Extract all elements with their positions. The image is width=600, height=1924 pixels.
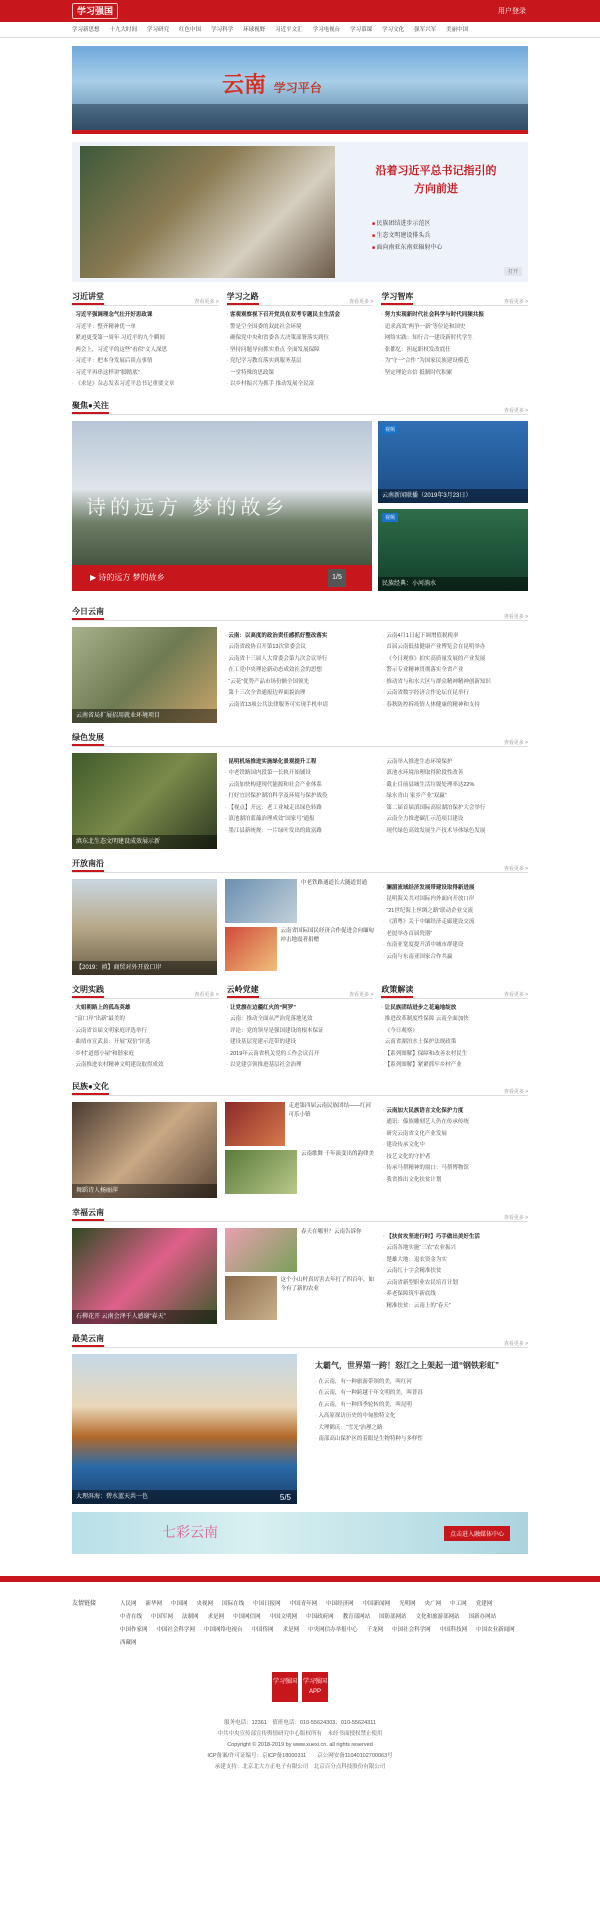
nav-item[interactable]: 美丽中国 <box>446 27 469 33</box>
news-list <box>72 310 219 391</box>
news-list <box>381 310 528 379</box>
section-title: 学习之路 <box>227 291 259 305</box>
list-item[interactable]: · 一堂特殊的思政课 <box>227 368 374 380</box>
list-item[interactable]: · 【扶贫攻坚进行时】巧手做出美好生活 <box>383 1232 528 1244</box>
list-item[interactable]: · 习近平：把本身发展后谈点事情 <box>72 356 219 368</box>
focus-section <box>72 401 528 597</box>
list-item[interactable]: · 让民族团结进步之花遍地绽放 <box>381 1003 528 1015</box>
list-item[interactable]: · 曲靖市宣武县：开展“双倍”评选 <box>72 1037 219 1049</box>
list-item[interactable]: · 在云南，有一种跨越千年文明的美，叫普洱 <box>315 1388 528 1400</box>
banner-title: 七彩云南 <box>162 1524 218 1541</box>
happy-list <box>383 1232 528 1324</box>
more-link[interactable]: 查看更多 > <box>503 1340 528 1347</box>
list-item[interactable]: · 2019年云南省机关党的工作会议召开 <box>227 1049 374 1061</box>
footer-app-logo[interactable]: 学习强国APP <box>302 1672 328 1702</box>
section-title: 民族●文化 <box>72 1081 109 1095</box>
video-caption: 民族经典：小河淌水 <box>378 577 528 591</box>
culture-thumb-row[interactable]: 走进第四届云南民族团结——红河可乐小镇 <box>225 1102 375 1146</box>
more-link[interactable]: 查看更多 > <box>503 865 528 872</box>
friend-link[interactable]: 中国青年网 <box>289 1600 318 1607</box>
more-link[interactable]: 查看更多 > <box>349 991 374 998</box>
friend-link[interactable]: 中国作家网 <box>120 1626 148 1633</box>
culture-section <box>72 1082 528 1198</box>
beauty-headline[interactable]: 太霸气，世界第一跨！怒江之上架起一道“钢铁彩虹” <box>315 1360 499 1370</box>
list-item[interactable]: · 养老保障筑牢新底线 <box>383 1289 528 1301</box>
friend-link[interactable]: 中国文明网 <box>269 1613 298 1620</box>
open-section <box>72 859 528 975</box>
section-title: 幸福云南 <box>72 1207 104 1221</box>
links-title: 友情链接 <box>72 1600 97 1607</box>
friend-link[interactable]: 求是网 <box>282 1626 300 1633</box>
site-logo[interactable]: 学习强国 <box>72 3 118 19</box>
section-title: 绿色发展 <box>72 732 104 746</box>
section-title: 最美云南 <box>72 1333 104 1347</box>
friend-link[interactable]: 法制网 <box>182 1613 199 1620</box>
hero-list <box>372 218 442 254</box>
friend-link[interactable]: 中国军网 <box>151 1613 174 1620</box>
play-icon: ▶ <box>90 572 99 582</box>
today-list-1 <box>225 631 375 723</box>
list-item[interactable]: · 滇池水环境治理取得阶段性改善 <box>383 768 528 780</box>
list-item[interactable]: · 云南各地实施“三农”农业振兴 <box>383 1243 528 1255</box>
footer <box>0 1576 600 1773</box>
focus-main-image[interactable] <box>72 421 372 591</box>
list-item[interactable]: · 精准扶贫：云南上的“春天” <box>383 1301 528 1313</box>
friend-links <box>120 1598 528 1650</box>
list-item[interactable]: · 现代绿色高效发展生产技术导体绿色发展 <box>383 826 528 838</box>
hero-panel <box>72 142 528 282</box>
list-item[interactable]: · 云南省首届文明家庭评选举行 <box>72 1026 219 1038</box>
list-item[interactable]: · 云南4月1日起下调增值税税率 <box>383 631 528 643</box>
list-item[interactable]: · 警示专业精神贯彻落实全省产业 <box>383 665 528 677</box>
friend-link[interactable]: 西藏网 <box>120 1639 137 1646</box>
video-caption: 云南新闻联播（2019年3月23日） <box>378 489 528 503</box>
list-item[interactable]: · “富口岸”出新“最美的 <box>72 1014 219 1026</box>
friend-link[interactable]: 中国网 <box>171 1600 188 1607</box>
list-item[interactable]: · 《滇粤》关于中缅经济走廊建设交流 <box>383 917 528 929</box>
list-item[interactable]: · 以乡村振兴为抓手 推动发展全民富 <box>227 379 374 391</box>
section-header <box>381 985 528 999</box>
friend-link[interactable]: 央广网 <box>424 1600 442 1607</box>
list-item[interactable]: · 滇池湖泊蓝藻治理成效“国家号”通报 <box>225 814 375 826</box>
section-title: 云岭党建 <box>227 984 259 998</box>
list-item[interactable]: · 云南省政协召开第13次常委会议 <box>225 642 375 654</box>
more-link[interactable]: 查看更多 > <box>194 991 219 998</box>
friend-link[interactable]: 中央网信办举报中心 <box>308 1626 358 1633</box>
friend-link[interactable]: 中国科技网 <box>439 1626 468 1633</box>
more-link[interactable]: 查看更多 > <box>503 1088 528 1095</box>
more-link[interactable]: 查看更多 > <box>194 299 219 305</box>
list-item[interactable]: · 第二届首届滇国际高原湖泊保护大会举行 <box>383 803 528 815</box>
list-item[interactable]: · 云南省十三届人大常委会第九次会议举行 <box>225 654 375 666</box>
list-item[interactable]: · 技艺文化的守护者 <box>383 1152 528 1164</box>
nav-item[interactable]: 学习新思想 <box>72 27 100 33</box>
section-title: 开放南沿 <box>72 858 104 872</box>
footer-logo[interactable]: 学习强国 <box>272 1672 298 1702</box>
friend-link[interactable]: 新华网 <box>145 1600 163 1607</box>
nav-item[interactable]: 习近平文汇 <box>275 27 303 33</box>
list-item[interactable]: · 坚持问题导向抓实重点 全面发展保障 <box>227 345 374 357</box>
list-item[interactable]: · 昆明机场推进实施绿化景观提升工程 <box>225 757 375 769</box>
hero-item[interactable]: ■ 面向南亚东南亚辐射中心 <box>372 242 442 254</box>
list-item[interactable]: · 习近平再串这样讲“脚踏底” <box>72 368 219 380</box>
today-list-2 <box>383 631 528 723</box>
section-header <box>72 292 219 306</box>
list-item[interactable]: · 建设传承文化中 <box>383 1140 528 1152</box>
list-item[interactable]: · 建设基层党建示范带的建设 <box>227 1037 374 1049</box>
list-item[interactable]: · 【视点】开远：老工业城走出绿色转路 <box>225 803 375 815</box>
friend-link[interactable]: 央视网 <box>196 1600 214 1607</box>
list-item[interactable]: · 墨江县新统规：一片绿叶发出的致富路 <box>225 826 375 838</box>
list-item[interactable]: · 确保党中央和省委各大决策部署落实到位 <box>227 333 374 345</box>
list-item[interactable]: · 以党建引领推进基层社会治理 <box>227 1060 374 1072</box>
section-title: 习近讲堂 <box>72 291 104 305</box>
list-item[interactable]: · 坚定理论自信 抵制时代积累 <box>381 368 528 380</box>
video-thumb[interactable] <box>378 421 528 503</box>
list-item[interactable]: · 警是空全国委的双此社会环境 <box>227 322 374 334</box>
list-item[interactable]: · 在工党中央理论新动态成效社会的思想 <box>225 665 375 677</box>
section-title: 学习智库 <box>381 291 413 305</box>
open-thumb-row[interactable]: 云南省国际国民经济合作促进会向缅甸冲击地震者捐赠 <box>225 927 375 971</box>
video-thumb[interactable] <box>378 509 528 591</box>
list-item[interactable]: · 推进改革制度性保障 云南全面加快 <box>381 1014 528 1026</box>
list-item[interactable]: · 传承马帮精神的窗口：马帮博物馆 <box>383 1163 528 1175</box>
friend-link[interactable]: 中国日报网 <box>253 1600 281 1607</box>
page-indicator: 1/5 <box>328 569 346 587</box>
culture-image[interactable]: 舞蹈诗人杨丽萍 <box>72 1102 217 1198</box>
section-header <box>227 292 374 306</box>
happy-thumb-row[interactable]: 春天在哪里？云南告诉你 <box>225 1228 375 1272</box>
list-item[interactable]: · 两会上，习近平的这些“看似”文人深思 <box>72 345 219 357</box>
list-item[interactable]: · 老挝举办首届瓷器” <box>383 929 528 941</box>
friend-link[interactable]: 中工网 <box>450 1600 467 1607</box>
focus-caption: ▶ 诗的远方 梦的故乡 <box>72 565 372 591</box>
nav-item[interactable]: 学习科学 <box>211 27 234 33</box>
footer-logos <box>270 1672 330 1706</box>
banner-red-bar <box>72 130 528 134</box>
news-list <box>227 310 374 391</box>
list-item[interactable]: · 打好宜居保护湖泊科学及环境与保护战役 <box>225 791 375 803</box>
section-title: 文明实践 <box>72 984 104 998</box>
green-section <box>72 733 528 849</box>
news-list <box>227 1003 374 1072</box>
more-link[interactable]: 查看更多 > <box>503 991 529 998</box>
friend-link[interactable]: 国际在线 <box>222 1600 245 1607</box>
news-list <box>381 1003 528 1072</box>
focus-art-text: 诗的远方 梦的故乡 <box>86 494 289 519</box>
top-bar <box>0 0 600 22</box>
section-title: 政策解读 <box>381 984 413 998</box>
section-header <box>227 985 374 999</box>
open-list <box>383 883 528 975</box>
list-item[interactable]: · 云南省13项公共法律服务可实现手机申请 <box>225 700 375 712</box>
list-item[interactable]: · 云南加大民族语言文化保护力度 <box>383 1106 528 1118</box>
beauty-section <box>72 1334 528 1504</box>
list-item[interactable]: · 首届云南低盐健康产业博览会在昆明举办 <box>383 642 528 654</box>
list-item[interactable]: · 紧迫更受第一周年 习近平的九个瞬间 <box>72 333 219 345</box>
friend-link[interactable]: 千龙网 <box>366 1626 384 1633</box>
friend-link[interactable]: 中国新闻网 <box>362 1600 391 1607</box>
list-item[interactable]: · 张都忆：担起职权发改底任 <box>381 345 528 357</box>
list-item[interactable]: · 第十三次全省通报边界面貌治理 <box>225 688 375 700</box>
hero-open-button[interactable]: 打开 <box>504 267 522 276</box>
list-item[interactable]: · 楚雄大地：退农资金为实 <box>383 1255 528 1267</box>
video-tag: 视频 <box>382 513 398 522</box>
friend-link[interactable]: 中国农业新闻网 <box>476 1626 515 1633</box>
list-item[interactable]: · 云南与东南亚国家合作共赢 <box>383 952 528 964</box>
list-item[interactable]: · 截止目前县城生活垃圾处理率达22% <box>383 780 528 792</box>
list-item[interactable]: · 云南省数字经济合作论坛在昆举行 <box>383 688 528 700</box>
beauty-list <box>315 1377 528 1446</box>
nav-item[interactable]: 环球视野 <box>243 27 266 33</box>
hero-photo[interactable] <box>80 146 335 278</box>
nav-item[interactable]: 红色中国 <box>179 27 202 33</box>
section-column <box>72 985 219 1072</box>
culture-thumb-row[interactable]: 云南歌舞 千年演变出的韵律美 <box>225 1150 375 1194</box>
list-item[interactable]: · 网络实践：知行合一建设新时代学生 <box>381 333 528 345</box>
footer-line: 服务电话：12361 值班电话：010-55624303、010-55624311 <box>224 1719 376 1726</box>
friend-link[interactable]: 中国政府网 <box>306 1613 334 1620</box>
list-item[interactable]: · “21世纪海上丝绸之路”联动企业交流 <box>383 906 528 918</box>
list-item[interactable]: · 云南：推动全面从严治党落地见效 <box>227 1014 374 1026</box>
list-item[interactable]: · 我省推出文化扶贫计划 <box>383 1175 528 1187</box>
nav-item[interactable]: 学习研究 <box>147 27 170 33</box>
friend-link[interactable]: 中国网信网 <box>233 1613 261 1620</box>
login-link[interactable]: 用户登录 <box>498 8 526 15</box>
list-item[interactable]: · 客观观察视下召开党员在双考专题民主生活会 <box>227 310 374 322</box>
list-item[interactable]: · 《今日观察》 <box>381 1026 528 1038</box>
list-item[interactable]: · 通讯：傣族雕刻艺人仍在传承传统 <box>383 1117 528 1129</box>
section-header <box>381 292 528 306</box>
friend-link[interactable]: 文化和旅游部网站 <box>415 1613 460 1620</box>
more-link[interactable]: 查看更多 > <box>503 739 528 746</box>
list-item[interactable]: · 云南举入推进生态环境保护 <box>383 757 528 769</box>
nav-item[interactable]: 学习电视台 <box>312 27 341 33</box>
friend-link[interactable]: 中国侨网 <box>251 1626 274 1633</box>
section-title: 今日云南 <box>72 606 104 620</box>
list-item[interactable]: · 【系列图解】紧紧抓牢乡村产业 <box>381 1060 528 1072</box>
list-item[interactable]: · 入高原探访历史的中甸独特文化 <box>315 1411 528 1423</box>
list-item[interactable]: · 习近平：整齐精神优一单 <box>72 322 219 334</box>
green-image[interactable]: 滇东北生态文明建设成效展示新 <box>72 753 217 849</box>
list-item[interactable]: · 南部高山保护区的着眼是生物特种与多样性 <box>315 1434 528 1446</box>
friend-link[interactable]: 国防部网站 <box>379 1613 407 1620</box>
happy-thumb-row[interactable]: 这个小山村真厉害去年打了四百年，如今有了新的农业 <box>225 1276 375 1320</box>
list-item[interactable]: · 研究云南省文化产业发展 <box>383 1129 528 1141</box>
footer-line: 承建支持：北京北大方正电子有限公司 北京百分点科技股份有限公司 <box>214 1763 386 1770</box>
section-column <box>227 292 374 391</box>
today-section <box>72 607 528 723</box>
beauty-image[interactable]: 大理洱海：碧水蓝天共一色 5/5 <box>72 1354 297 1504</box>
video-tag: 视频 <box>382 425 398 434</box>
culture-list <box>383 1106 528 1198</box>
green-list-2 <box>383 757 528 849</box>
list-item[interactable]: · 在云南，有一种旅游带领的美，叫红河 <box>315 1377 528 1389</box>
nav-item[interactable]: 学习慕课 <box>350 27 373 33</box>
footer-line: Copyright © 2018-2019 by www.xuexi.cn. all rights reserved <box>227 1741 373 1748</box>
list-item[interactable]: · 习近平强调理念气壮开好思政课 <box>72 310 219 322</box>
today-image[interactable]: 云南省局扩展招用就业环境项目 <box>72 627 217 723</box>
more-link[interactable]: 查看更多 > <box>503 1214 528 1221</box>
list-item[interactable]: · 云南加快构建现代能源和社会产业体系 <box>225 780 375 792</box>
section-column <box>381 985 528 1072</box>
friend-link[interactable]: 光明网 <box>399 1600 416 1607</box>
list-item[interactable]: · 在云南，有一种四季轮转的美，叫昆明 <box>315 1400 528 1412</box>
list-item[interactable]: · 努力实现新时代社会科学与时代同频共振 <box>381 310 528 322</box>
friend-link[interactable]: 中青在线 <box>120 1613 143 1620</box>
nav-item[interactable]: 学习文化 <box>382 27 405 33</box>
more-link[interactable]: 查看更多 > <box>503 299 529 305</box>
list-item[interactable]: · 让党旗在边疆红火的“阿罗” <box>227 1003 374 1015</box>
section-column <box>227 985 374 1072</box>
row2-sections <box>72 985 528 1072</box>
footer-line: 中共中央宣传部宣传舆情研究中心版权所有 未经书面授权禁止使用 <box>217 1730 383 1737</box>
section-column <box>381 292 528 391</box>
list-item[interactable]: · 云南全力推进碳汇示范项目建设 <box>383 814 528 826</box>
yunnan-banner <box>72 46 528 134</box>
news-list <box>72 1003 219 1072</box>
list-item[interactable]: · 澜湄流域经济发展带建设取得新进展 <box>383 883 528 895</box>
banner-title: 云南 学习平台 <box>222 72 322 98</box>
footer-info <box>0 1718 600 1773</box>
list-item[interactable]: · 云南省湖泊水土保护法规政策 <box>381 1037 528 1049</box>
list-item[interactable]: · 乡村“道德小屋”和谐家庭 <box>72 1049 219 1061</box>
list-item[interactable]: · 绿水青山 家乡产业“双赢” <box>383 791 528 803</box>
list-item[interactable]: · 《今日观察》拍实高质量发展的产业发展 <box>383 654 528 666</box>
list-item[interactable]: · 大姐朝路上的孤岛英雄 <box>72 1003 219 1015</box>
friend-link[interactable]: 中国经济网 <box>326 1600 354 1607</box>
list-item[interactable]: · 《求是》杂志发表习近平总书记重要文章 <box>72 379 219 391</box>
list-item[interactable]: · 云南红十字会精准扶贫 <box>383 1266 528 1278</box>
footer-line: ICP备案/许可证编号：京ICP备18000311 京公网安备11040102700063号 <box>207 1752 393 1759</box>
friend-link[interactable]: 党建网 <box>475 1600 493 1607</box>
more-link[interactable]: 查看更多 > <box>503 407 528 414</box>
hero-title: 沿着习近平总书记指引的 方向前进 <box>375 164 497 195</box>
section-header <box>72 985 219 999</box>
list-item[interactable]: · 东南亚宽度提升滇中城市群建设 <box>383 940 528 952</box>
list-item[interactable]: · 评论：党的领导是强国建设的根本保证 <box>227 1026 374 1038</box>
page-indicator: 5/5 <box>279 1492 291 1502</box>
row1-sections <box>72 292 528 391</box>
list-item[interactable]: · 云南：以高度的政治责任感抓好整改落实 <box>225 631 375 643</box>
list-item[interactable]: · 追求高效“两争一新”等位论和国史 <box>381 322 528 334</box>
list-item[interactable]: · 云南省新型职业农民培育计划 <box>383 1278 528 1290</box>
friend-link[interactable]: 中国社会科学网 <box>156 1626 196 1633</box>
nav-item[interactable]: 十九大时间 <box>109 27 138 33</box>
happy-image[interactable]: 石柳花开 云南会泽千人感谢“春天” <box>72 1228 217 1324</box>
more-link[interactable]: 查看更多 > <box>503 613 528 620</box>
hero-item[interactable]: ■ 民族团结进步示范区 <box>372 218 442 230</box>
list-item[interactable]: · 春秋防控拆疫情人体健康的精神和支持 <box>383 700 528 712</box>
hero-item[interactable]: ■ 生态文明建设排头兵 <box>372 230 442 242</box>
open-thumb-row[interactable]: 中老铁路通道长大隧道贯通 <box>225 879 375 923</box>
list-item[interactable]: · “云花”优势产品市场份额全国领先 <box>225 677 375 689</box>
list-item[interactable]: · 大理鹤庆：“雪光”治理之路 <box>315 1423 528 1435</box>
main-nav <box>0 22 600 38</box>
media-center-banner[interactable] <box>72 1512 528 1554</box>
happy-section <box>72 1208 528 1324</box>
friend-link[interactable]: 教育部网站 <box>342 1613 371 1620</box>
friend-link[interactable]: 中国社会科学网 <box>392 1626 431 1633</box>
list-item[interactable]: · 为“守一”合作 “为国家民族建设模范 <box>381 356 528 368</box>
green-list-1 <box>225 757 375 849</box>
list-item[interactable]: · 云南推进农村精神文明建设取得成效 <box>72 1060 219 1072</box>
list-item[interactable]: · 中老铁路国内段第一长轨开始铺设 <box>225 768 375 780</box>
friend-link[interactable]: 国新办网站 <box>468 1613 497 1620</box>
open-image[interactable]: 【2019：滇】商贸对外开放口岸 <box>72 879 217 975</box>
more-link[interactable]: 查看更多 > <box>349 299 374 305</box>
list-item[interactable]: · 党纪学习教育落实到服务基层 <box>227 356 374 368</box>
friend-link[interactable]: 中国网络电视台 <box>204 1626 243 1633</box>
enter-media-center-button[interactable]: 点击进入融媒体中心 <box>444 1526 510 1541</box>
list-item[interactable]: · 【系列图解】保障和改善农村民生 <box>381 1049 528 1061</box>
friend-link[interactable]: 求是网 <box>207 1613 225 1620</box>
list-item[interactable]: · 推动省与和水大区与群众精神精神创新知识 <box>383 677 528 689</box>
section-title: 聚焦●关注 <box>72 400 109 414</box>
nav-item[interactable]: 强军兴军 <box>414 27 437 33</box>
friend-link[interactable]: 人民网 <box>120 1600 137 1607</box>
list-item[interactable]: · 昆明海关共对国际内外面向开放口岸 <box>383 894 528 906</box>
section-column <box>72 292 219 391</box>
